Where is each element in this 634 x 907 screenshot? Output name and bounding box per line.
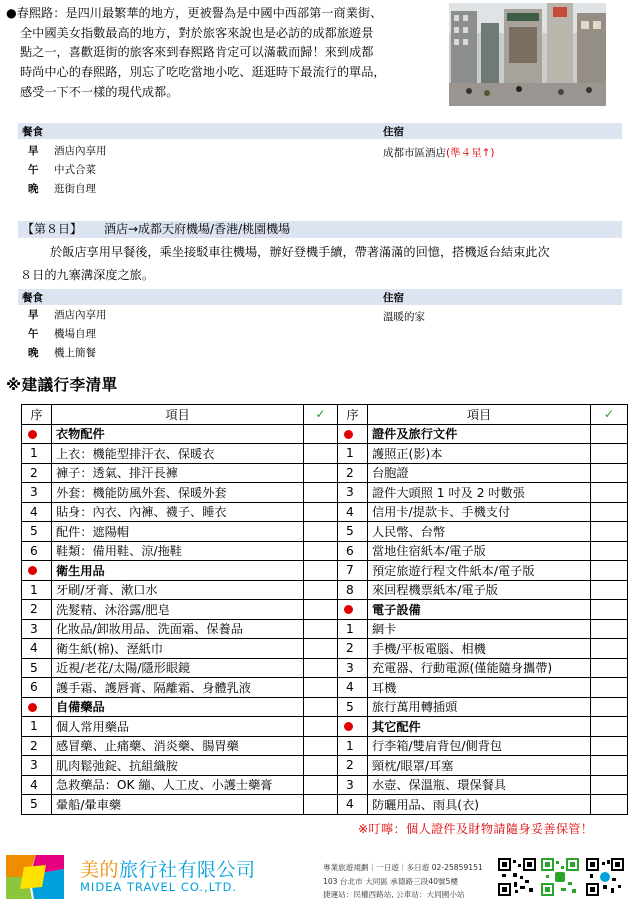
item-label: 牙刷/牙膏、漱口水 <box>52 580 304 600</box>
reminder-warning: ※叮嚀：個人證件及財物請隨身妥善保管！ <box>358 822 594 836</box>
table-row <box>22 483 628 503</box>
check-icon: ✓ <box>304 405 338 425</box>
checkbox-cell[interactable] <box>591 580 628 600</box>
item-number: 7 <box>338 561 368 581</box>
item-label: 防曬用品、雨具(衣) <box>368 795 591 815</box>
item-label: 手機/平板電腦、相機 <box>368 639 591 659</box>
line-qr-code-icon[interactable] <box>541 858 579 896</box>
item-number: 6 <box>22 541 52 561</box>
item-label: 暈船/暈車藥 <box>52 795 304 815</box>
checkbox-cell[interactable] <box>591 463 628 483</box>
item-label: 配件：遮陽帽 <box>52 522 304 542</box>
checkbox-cell[interactable] <box>591 736 628 756</box>
item-label: 護手霜、護唇膏、隔離霜、身體乳液 <box>52 678 304 698</box>
item-number: 2 <box>338 463 368 483</box>
item-label: 充電器、行動電源(僅能隨身攜帶) <box>368 658 591 678</box>
checkbox-cell[interactable] <box>304 736 338 756</box>
item-number: 5 <box>22 658 52 678</box>
table-row <box>22 717 628 737</box>
category-dot-icon <box>22 561 52 581</box>
table-row <box>22 522 628 542</box>
meals-header-day8: 餐食 住宿 <box>18 289 622 305</box>
item-label: 鞋類：備用鞋、涼/拖鞋 <box>52 541 304 561</box>
category-label: 自備藥品 <box>52 697 304 717</box>
item-number: 1 <box>338 736 368 756</box>
item-number: 6 <box>338 541 368 561</box>
category-dot-icon <box>338 600 368 620</box>
item-number: 3 <box>22 483 52 503</box>
table-row <box>22 736 628 756</box>
hotel-info-day8: 溫暖的家 <box>383 311 425 323</box>
item-label: 耳機 <box>368 678 591 698</box>
table-row <box>22 697 628 717</box>
item-number: 1 <box>338 444 368 464</box>
checkbox-cell[interactable] <box>591 502 628 522</box>
item-label: 化妝品/卸妝用品、洗面霜、保養品 <box>52 619 304 639</box>
qr-code-icon[interactable] <box>498 858 536 896</box>
checkbox-cell[interactable] <box>591 541 628 561</box>
checkbox-cell[interactable] <box>591 619 628 639</box>
item-label: 外套：機能防風外套、保暖外套 <box>52 483 304 503</box>
item-number: 4 <box>22 502 52 522</box>
checkbox-cell[interactable] <box>304 756 338 776</box>
table-row <box>22 424 628 444</box>
checkbox-cell[interactable] <box>304 717 338 737</box>
table-row <box>22 639 628 659</box>
item-label: 信用卡/提款卡、手機支付 <box>368 502 591 522</box>
item-number: 2 <box>338 639 368 659</box>
checkbox-cell[interactable] <box>304 697 338 717</box>
checkbox-cell[interactable] <box>591 658 628 678</box>
checkbox-cell[interactable] <box>304 463 338 483</box>
item-number: 3 <box>338 658 368 678</box>
checkbox-cell[interactable] <box>591 444 628 464</box>
item-number: 3 <box>22 619 52 639</box>
red-dot-icon <box>28 566 37 575</box>
table-row <box>22 756 628 776</box>
checkbox-cell[interactable] <box>304 502 338 522</box>
category-label: 其它配件 <box>368 717 591 737</box>
table-row <box>22 561 628 581</box>
item-label: 人民幣、台幣 <box>368 522 591 542</box>
item-label: 貼身：內衣、內褲、襪子、睡衣 <box>52 502 304 522</box>
item-number: 1 <box>22 580 52 600</box>
checkbox-cell[interactable] <box>591 522 628 542</box>
item-label: 來回程機票紙本/電子版 <box>368 580 591 600</box>
meal-lunch: 午 機場自理 <box>28 328 96 340</box>
category-dot-icon <box>338 424 368 444</box>
packing-list-title: ※建議行李清單 <box>6 376 118 394</box>
bullet-icon: ● <box>6 6 17 20</box>
item-number: 4 <box>22 775 52 795</box>
item-label: 旅行萬用轉插頭 <box>368 697 591 717</box>
table-row <box>22 658 628 678</box>
packing-table-header: 序 項目 ✓ 序 項目 ✓ <box>22 405 628 425</box>
checkbox-cell[interactable] <box>304 444 338 464</box>
day-8-description: 於飯店享用早餐後，乘坐接駁車往機場，辦好登機手續，帶著滿滿的回憶，搭機返台結束此次 ８日的九寨溝深度之旅。 <box>20 245 550 282</box>
meal-breakfast: 早 酒店內享用 <box>28 309 107 321</box>
item-number: 4 <box>338 502 368 522</box>
checkbox-cell[interactable] <box>304 600 338 620</box>
packing-table <box>21 404 628 815</box>
checkbox-cell[interactable] <box>591 795 628 815</box>
item-number: 6 <box>22 678 52 698</box>
item-number: 5 <box>338 522 368 542</box>
meal-dinner: 晚 機上簡餐 <box>28 347 96 359</box>
category-label: 衣物配件 <box>52 424 304 444</box>
item-number: 2 <box>22 736 52 756</box>
qr-code-icon[interactable] <box>586 858 624 896</box>
table-row <box>22 775 628 795</box>
category-dot-icon <box>22 424 52 444</box>
item-label: 褲子：透氣、排汗長褲 <box>52 463 304 483</box>
meal-lunch: 午 中式合菜 <box>28 164 96 176</box>
table-row <box>22 619 628 639</box>
item-label: 衛生紙(棉)、溼紙巾 <box>52 639 304 659</box>
intro-paragraph: ●春熙路：是四川最繁華的地方，更被譽為是中國中西部第一商業街、 全中國美女指數最高的地方，對於旅客來說也是必訪的成都旅遊景 點之一，喜歡逛街的旅客來到春熙路肯定可以滿載而歸！來到成都 時尚中心的春熙路，別忘了吃吃當地小吃、逛逛時下最流行的單品， 感受一下不一樣的現代成都。 <box>6 6 386 99</box>
table-row <box>22 678 628 698</box>
item-number: 2 <box>22 463 52 483</box>
red-dot-icon <box>28 703 37 712</box>
category-label: 證件及旅行文件 <box>368 424 591 444</box>
service-phone: 專業旅遊規劃｜一日遊｜多日遊 02-25859151 <box>323 863 483 872</box>
checkbox-cell[interactable] <box>591 775 628 795</box>
checkbox-cell[interactable] <box>591 756 628 776</box>
checkbox-cell[interactable] <box>304 678 338 698</box>
item-label: 肌肉鬆弛錠、抗組織胺 <box>52 756 304 776</box>
checkbox-cell[interactable] <box>304 424 338 444</box>
checkbox-cell[interactable] <box>591 424 628 444</box>
checkbox-cell[interactable] <box>304 639 338 659</box>
red-dot-icon <box>344 430 353 439</box>
item-label: 急救藥品：OK 繃、人工皮、小護士藥膏 <box>52 775 304 795</box>
item-number: 4 <box>338 678 368 698</box>
table-row <box>22 600 628 620</box>
item-label: 護照正(影)本 <box>368 444 591 464</box>
red-dot-icon <box>344 722 353 731</box>
item-label: 當地住宿紙本/電子版 <box>368 541 591 561</box>
checkbox-cell[interactable] <box>591 483 628 503</box>
item-number: 2 <box>22 600 52 620</box>
checkbox-cell[interactable] <box>304 483 338 503</box>
checkbox-cell[interactable] <box>304 658 338 678</box>
table-row <box>22 580 628 600</box>
item-label: 台胞證 <box>368 463 591 483</box>
checkbox-cell[interactable] <box>304 775 338 795</box>
item-label: 水壺、保溫瓶、環保餐具 <box>368 775 591 795</box>
category-label: 電子設備 <box>368 600 591 620</box>
category-label: 衛生用品 <box>52 561 304 581</box>
table-row <box>22 444 628 464</box>
item-label: 個人常用藥品 <box>52 717 304 737</box>
item-number: 3 <box>338 483 368 503</box>
transit-info: 捷運站：民權西路站, 公車站：大同國小站 <box>323 890 465 899</box>
item-label: 頸枕/眼罩/耳塞 <box>368 756 591 776</box>
checkbox-cell[interactable] <box>304 541 338 561</box>
item-label: 網卡 <box>368 619 591 639</box>
day-8-title: 【第８日】 酒店→成都天府機場/香港/桃園機場 <box>18 221 622 238</box>
item-label: 證件大頭照 1 吋及 2 吋數張 <box>368 483 591 503</box>
item-number: 1 <box>22 444 52 464</box>
table-row <box>22 541 628 561</box>
table-row <box>22 795 628 815</box>
category-dot-icon <box>338 717 368 737</box>
item-label: 洗髮精、沐浴露/肥皂 <box>52 600 304 620</box>
company-name-en: MIDEA TRAVEL CO.,LTD. <box>80 880 238 894</box>
item-number: 1 <box>338 619 368 639</box>
company-name: 美的旅行社有限公司 <box>80 859 256 881</box>
check-icon: ✓ <box>591 405 628 425</box>
checkbox-cell[interactable] <box>591 697 628 717</box>
item-number: 3 <box>338 775 368 795</box>
checkbox-cell[interactable] <box>304 619 338 639</box>
checkbox-cell[interactable] <box>304 580 338 600</box>
meal-dinner: 晚 逛街自理 <box>28 183 96 195</box>
company-address: 103 台北市 大同區 承德路三段40號5樓 <box>323 877 458 886</box>
item-label: 預定旅遊行程文件紙本/電子版 <box>368 561 591 581</box>
checkbox-cell[interactable] <box>591 561 628 581</box>
meal-breakfast: 早 酒店內享用 <box>28 145 107 157</box>
hotel-rating: (準４星↑) <box>446 147 495 159</box>
item-number: 3 <box>22 756 52 776</box>
table-row <box>22 502 628 522</box>
item-label: 上衣：機能型排汗衣、保暖衣 <box>52 444 304 464</box>
item-number: 5 <box>22 522 52 542</box>
checkbox-cell[interactable] <box>304 561 338 581</box>
red-dot-icon <box>344 605 353 614</box>
red-dot-icon <box>28 430 37 439</box>
category-dot-icon <box>22 697 52 717</box>
item-number: 4 <box>338 795 368 815</box>
item-label: 行李箱/雙肩背包/側背包 <box>368 736 591 756</box>
item-number: 5 <box>338 697 368 717</box>
checkbox-cell[interactable] <box>591 717 628 737</box>
item-label: 近視/老花/太陽/隱形眼鏡 <box>52 658 304 678</box>
item-label: 感冒藥、止痛藥、消炎藥、腸胃藥 <box>52 736 304 756</box>
table-row <box>22 463 628 483</box>
checkbox-cell[interactable] <box>591 678 628 698</box>
item-number: 5 <box>22 795 52 815</box>
checkbox-cell[interactable] <box>304 522 338 542</box>
meals-header: 餐食 住宿 <box>18 123 622 139</box>
checkbox-cell[interactable] <box>591 639 628 659</box>
company-logo <box>6 855 64 899</box>
item-number: 8 <box>338 580 368 600</box>
chunxi-road-photo <box>449 3 606 106</box>
item-number: 2 <box>338 756 368 776</box>
hotel-info: 成都市區酒店(準４星↑) <box>383 147 495 159</box>
item-number: 1 <box>22 717 52 737</box>
checkbox-cell[interactable] <box>304 795 338 815</box>
checkbox-cell[interactable] <box>591 600 628 620</box>
item-number: 4 <box>22 639 52 659</box>
